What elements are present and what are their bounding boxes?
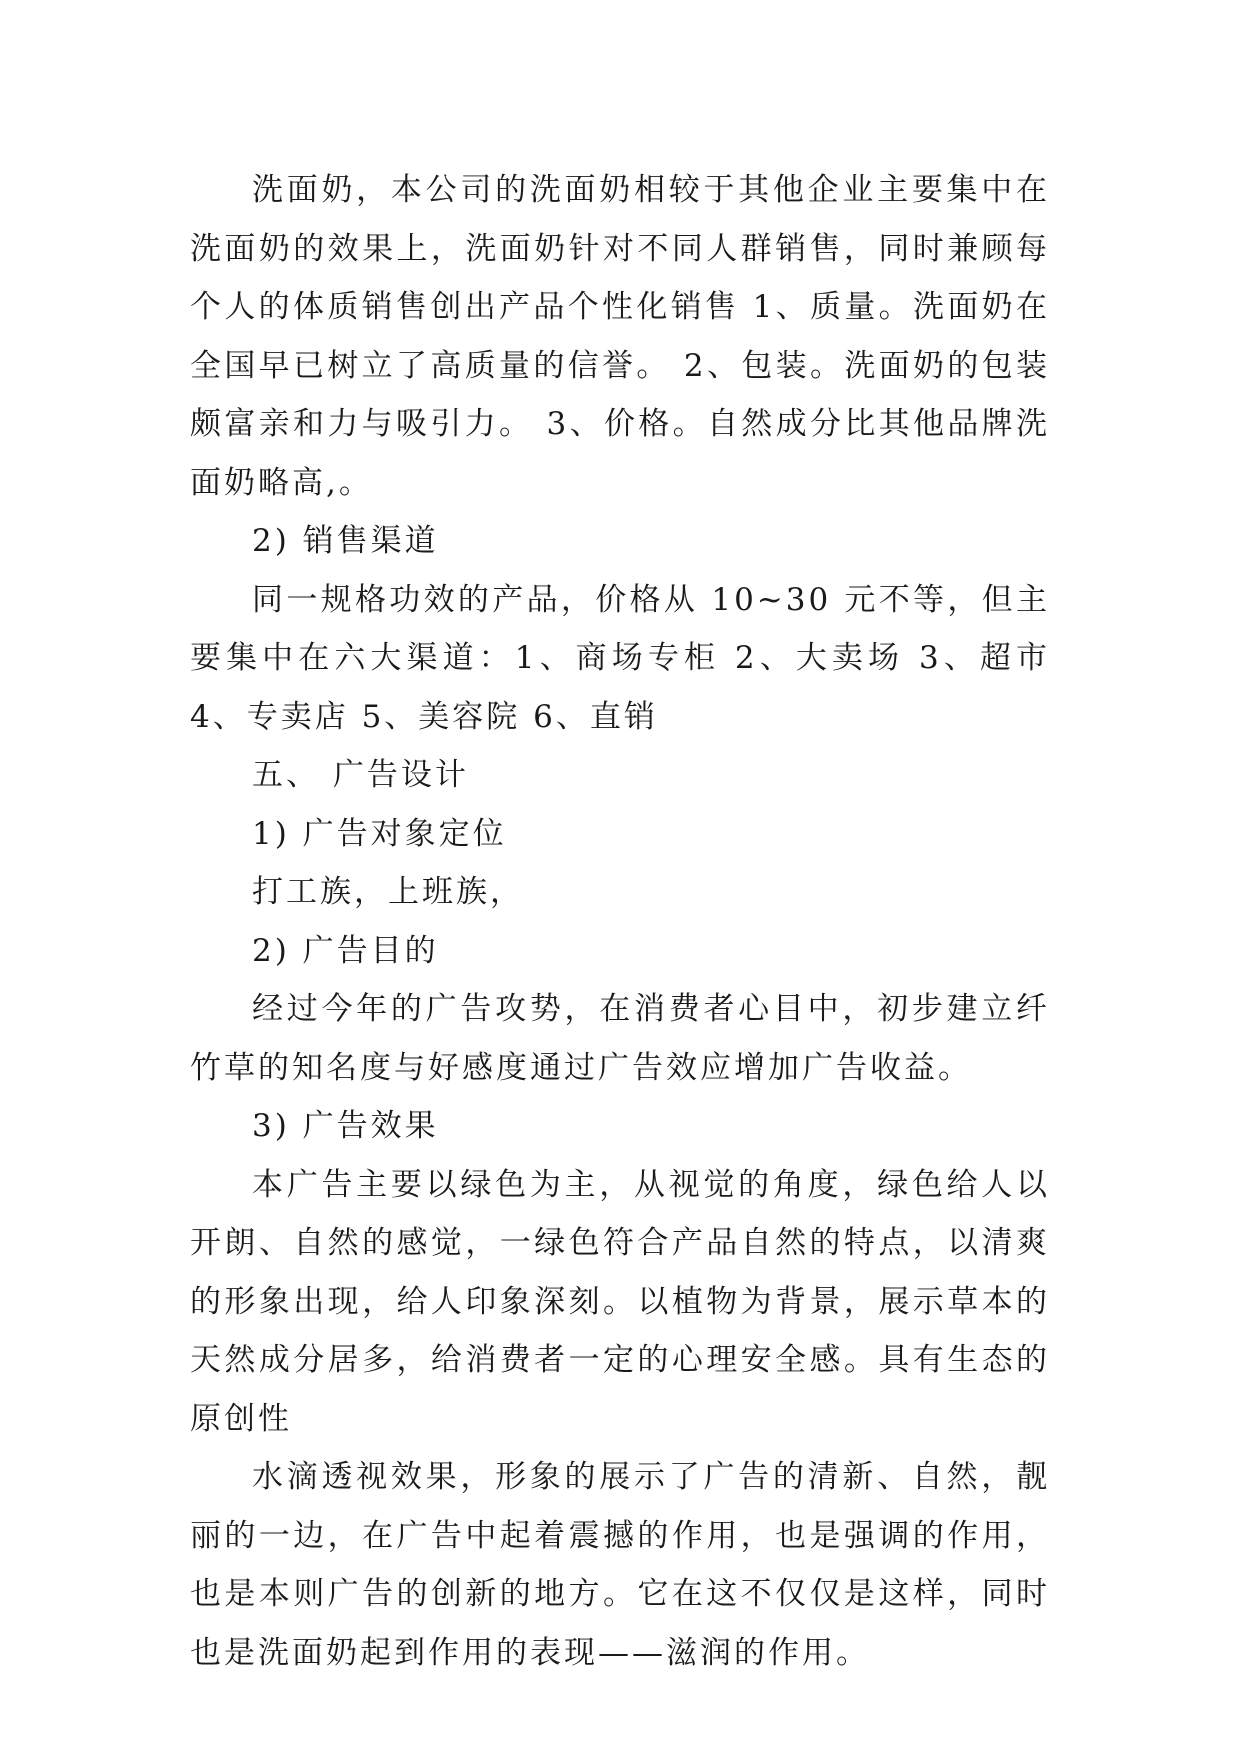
paragraph-product-advantages: 洗面奶，本公司的洗面奶相较于其他企业主要集中在洗面奶的效果上，洗面奶针对不同人群销售，同时兼顾每个人的体质销售创出产品个性化销售 1、质量。洗面奶在全国早已树立了高质量的信誉。 2、包装。洗面奶的包装颇富亲和力与吸引力。 3、价格。自然成分比其他品牌洗面奶略高,。 (190, 172, 1050, 501)
paragraph-ad-goal: 经过今年的广告攻势，在消费者心目中，初步建立纤竹草的知名度与好感度通过广告效应增加广告收益。 (190, 991, 1050, 1086)
subheading-ad-effect: 3) 广告效果 (252, 1108, 439, 1144)
subheading-ad-goal: 2) 广告目的 (252, 932, 439, 969)
paragraph-ad-effect: 本广告主要以绿色为主，从视觉的角度，绿色给人以开朗、自然的感觉，一绿色符合产品自然的特点，以清爽的形象出现，给人印象深刻。以植物为背景，展示草本的天然成分居多，给消费者一定的心理安全感。具有生态的原创性 (190, 1166, 1050, 1437)
paragraph-water-drop-effect: 水滴透视效果，形象的展示了广告的清新、自然，靓丽的一边，在广告中起着震撼的作用，也是强调的作用，也是本则广告的创新的地方。它在这不仅仅是这样，同时也是洗面奶起到作用的表现——滋润的作用。 (190, 1459, 1050, 1671)
subheading-ad-target: 1) 广告对象定位 (252, 815, 507, 852)
subheading-sales-channels: 2) 销售渠道 (252, 523, 439, 559)
paragraph-ad-target: 打工族，上班族， (252, 874, 524, 910)
paragraph-sales-channels: 同一规格功效的产品，价格从 10~30 元不等，但主要集中在六大渠道：1、商场专柜 2、大卖场 3、超市 4、专卖店 5、美容院 6、直销 (190, 581, 1050, 735)
document-body (190, 161, 1050, 1682)
section-heading-ad-design: 五、 广告设计 (252, 757, 469, 793)
